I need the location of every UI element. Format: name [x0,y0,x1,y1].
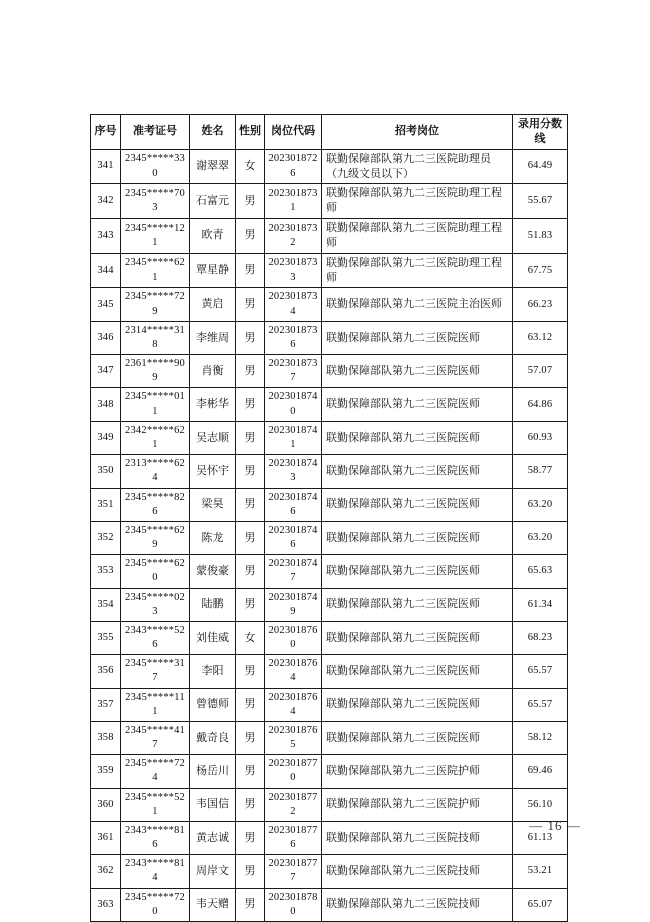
cell-gender: 男 [236,588,265,621]
column-header-ticket: 准考证号 [121,115,190,150]
cell-ticket: 2314*****318 [121,321,190,354]
cell-score: 63.20 [513,488,568,521]
cell-position: 联勤保障部队第九二三医院医师 [322,621,513,654]
table-row [91,184,568,219]
cell-no: 350 [91,455,121,488]
cell-ticket: 2345*****724 [121,755,190,788]
cell-gender: 男 [236,688,265,721]
cell-score: 64.86 [513,388,568,421]
cell-ticket: 2342*****621 [121,421,190,454]
cell-code: 2023018740 [265,388,322,421]
table-row [91,388,568,421]
cell-score: 55.67 [513,184,568,219]
cell-name: 杨岳川 [190,755,236,788]
table-row [91,888,568,921]
cell-name: 覃星静 [190,253,236,288]
cell-name: 黄启 [190,288,236,321]
column-header-gender: 性别 [236,115,265,150]
table-row [91,355,568,388]
recruitment-score-table-container [90,114,567,922]
cell-position: 联勤保障部队第九二三医院医师 [322,588,513,621]
cell-position: 联勤保障部队第九二三医院技师 [322,855,513,888]
cell-code: 2023018749 [265,588,322,621]
cell-name: 蒙俊豪 [190,555,236,588]
cell-no: 347 [91,355,121,388]
cell-gender: 女 [236,621,265,654]
cell-no: 361 [91,821,121,854]
cell-gender: 男 [236,421,265,454]
cell-code: 2023018764 [265,655,322,688]
table-row [91,821,568,854]
cell-score: 69.46 [513,755,568,788]
cell-score: 67.75 [513,253,568,288]
column-header-score: 录用分数线 [513,115,568,150]
cell-name: 李阳 [190,655,236,688]
cell-name: 李维周 [190,321,236,354]
cell-position: 联勤保障部队第九二三医院助理员（九级文员以下） [322,149,513,184]
cell-gender: 男 [236,655,265,688]
cell-score: 58.77 [513,455,568,488]
cell-score: 51.83 [513,219,568,254]
cell-name: 李彬华 [190,388,236,421]
recruitment-score-table [90,114,568,922]
column-header-code: 岗位代码 [265,115,322,150]
cell-no: 345 [91,288,121,321]
cell-code: 2023018765 [265,721,322,754]
cell-no: 358 [91,721,121,754]
cell-position: 联勤保障部队第九二三医院医师 [322,421,513,454]
cell-ticket: 2345*****620 [121,555,190,588]
cell-gender: 男 [236,219,265,254]
cell-code: 2023018734 [265,288,322,321]
table-row [91,488,568,521]
cell-gender: 男 [236,821,265,854]
cell-gender: 男 [236,855,265,888]
cell-code: 2023018736 [265,321,322,354]
table-row [91,219,568,254]
cell-code: 2023018764 [265,688,322,721]
cell-ticket: 2345*****330 [121,149,190,184]
cell-no: 363 [91,888,121,921]
cell-position: 联勤保障部队第九二三医院医师 [322,321,513,354]
cell-ticket: 2345*****720 [121,888,190,921]
cell-gender: 男 [236,355,265,388]
cell-position: 联勤保障部队第九二三医院助理工程师 [322,184,513,219]
cell-gender: 男 [236,755,265,788]
cell-score: 60.93 [513,421,568,454]
cell-position: 联勤保障部队第九二三医院技师 [322,821,513,854]
cell-gender: 男 [236,555,265,588]
cell-name: 肖衡 [190,355,236,388]
cell-name: 周岸文 [190,855,236,888]
cell-gender: 男 [236,788,265,821]
table-row [91,421,568,454]
table-row [91,521,568,554]
cell-name: 韦天赠 [190,888,236,921]
cell-no: 359 [91,755,121,788]
table-row [91,688,568,721]
cell-position: 联勤保障部队第九二三医院医师 [322,455,513,488]
cell-code: 2023018776 [265,821,322,854]
cell-position: 联勤保障部队第九二三医院医师 [322,488,513,521]
cell-code: 2023018731 [265,184,322,219]
table-row [91,288,568,321]
cell-gender: 男 [236,253,265,288]
cell-code: 2023018772 [265,788,322,821]
cell-ticket: 2345*****111 [121,688,190,721]
cell-no: 357 [91,688,121,721]
table-row [91,455,568,488]
cell-ticket: 2345*****729 [121,288,190,321]
cell-ticket: 2313*****624 [121,455,190,488]
table-row [91,253,568,288]
cell-code: 2023018760 [265,621,322,654]
cell-gender: 男 [236,388,265,421]
cell-code: 2023018726 [265,149,322,184]
cell-gender: 男 [236,321,265,354]
cell-gender: 男 [236,721,265,754]
cell-score: 66.23 [513,288,568,321]
cell-gender: 男 [236,184,265,219]
cell-name: 梁昊 [190,488,236,521]
cell-code: 2023018741 [265,421,322,454]
cell-code: 2023018732 [265,219,322,254]
cell-name: 陈龙 [190,521,236,554]
cell-no: 352 [91,521,121,554]
cell-ticket: 2345*****023 [121,588,190,621]
cell-score: 65.63 [513,555,568,588]
cell-ticket: 2345*****417 [121,721,190,754]
cell-no: 343 [91,219,121,254]
cell-no: 353 [91,555,121,588]
column-header-no: 序号 [91,115,121,150]
cell-ticket: 2343*****816 [121,821,190,854]
cell-position: 联勤保障部队第九二三医院医师 [322,688,513,721]
cell-score: 63.20 [513,521,568,554]
cell-gender: 男 [236,455,265,488]
cell-score: 56.10 [513,788,568,821]
cell-code: 2023018777 [265,855,322,888]
page-number: — 16 — [529,818,581,833]
cell-no: 362 [91,855,121,888]
cell-name: 吴怀宇 [190,455,236,488]
cell-gender: 男 [236,288,265,321]
cell-score: 65.07 [513,888,568,921]
cell-position: 联勤保障部队第九二三医院医师 [322,388,513,421]
cell-ticket: 2345*****826 [121,488,190,521]
table-row [91,755,568,788]
table-row [91,149,568,184]
cell-code: 2023018733 [265,253,322,288]
cell-position: 联勤保障部队第九二三医院医师 [322,655,513,688]
table-row [91,655,568,688]
cell-position: 联勤保障部队第九二三医院医师 [322,555,513,588]
table-row [91,321,568,354]
table-row [91,788,568,821]
cell-position: 联勤保障部队第九二三医院助理工程师 [322,219,513,254]
cell-score: 63.12 [513,321,568,354]
cell-position: 联勤保障部队第九二三医院护师 [322,755,513,788]
cell-no: 344 [91,253,121,288]
cell-position: 联勤保障部队第九二三医院医师 [322,521,513,554]
cell-name: 戴奇良 [190,721,236,754]
cell-name: 黄志诚 [190,821,236,854]
table-row [91,721,568,754]
cell-no: 348 [91,388,121,421]
cell-name: 韦国信 [190,788,236,821]
cell-ticket: 2345*****121 [121,219,190,254]
cell-code: 2023018746 [265,521,322,554]
table-row [91,621,568,654]
cell-score: 61.34 [513,588,568,621]
cell-position: 联勤保障部队第九二三医院技师 [322,888,513,921]
cell-code: 2023018737 [265,355,322,388]
cell-score: 58.12 [513,721,568,754]
cell-name: 欧青 [190,219,236,254]
cell-score: 53.21 [513,855,568,888]
cell-score: 57.07 [513,355,568,388]
table-row [91,555,568,588]
cell-gender: 女 [236,149,265,184]
cell-no: 342 [91,184,121,219]
cell-no: 360 [91,788,121,821]
cell-name: 陆鹏 [190,588,236,621]
cell-ticket: 2345*****621 [121,253,190,288]
cell-position: 联勤保障部队第九二三医院护师 [322,788,513,821]
cell-score: 64.49 [513,149,568,184]
cell-gender: 男 [236,521,265,554]
cell-position: 联勤保障部队第九二三医院助理工程师 [322,253,513,288]
cell-ticket: 2345*****011 [121,388,190,421]
cell-code: 2023018770 [265,755,322,788]
cell-name: 谢翠翠 [190,149,236,184]
cell-name: 刘佳威 [190,621,236,654]
cell-no: 349 [91,421,121,454]
cell-position: 联勤保障部队第九二三医院医师 [322,721,513,754]
cell-name: 曾德师 [190,688,236,721]
cell-ticket: 2345*****317 [121,655,190,688]
cell-gender: 男 [236,888,265,921]
cell-code: 2023018747 [265,555,322,588]
cell-ticket: 2345*****629 [121,521,190,554]
cell-no: 346 [91,321,121,354]
cell-position: 联勤保障部队第九二三医院医师 [322,355,513,388]
cell-name: 吴志顺 [190,421,236,454]
cell-no: 355 [91,621,121,654]
cell-code: 2023018743 [265,455,322,488]
cell-no: 356 [91,655,121,688]
column-header-position: 招考岗位 [322,115,513,150]
cell-ticket: 2343*****814 [121,855,190,888]
cell-score: 65.57 [513,688,568,721]
cell-score: 65.57 [513,655,568,688]
table-row [91,855,568,888]
cell-score: 61.13 [513,821,568,854]
cell-no: 341 [91,149,121,184]
table-row [91,588,568,621]
cell-ticket: 2345*****703 [121,184,190,219]
cell-ticket: 2345*****521 [121,788,190,821]
cell-ticket: 2343*****526 [121,621,190,654]
cell-position: 联勤保障部队第九二三医院主治医师 [322,288,513,321]
cell-score: 68.23 [513,621,568,654]
cell-code: 2023018746 [265,488,322,521]
cell-no: 354 [91,588,121,621]
cell-gender: 男 [236,488,265,521]
cell-ticket: 2361*****909 [121,355,190,388]
cell-code: 2023018780 [265,888,322,921]
cell-no: 351 [91,488,121,521]
column-header-name: 姓名 [190,115,236,150]
cell-name: 石富元 [190,184,236,219]
table-header-row [91,115,568,150]
